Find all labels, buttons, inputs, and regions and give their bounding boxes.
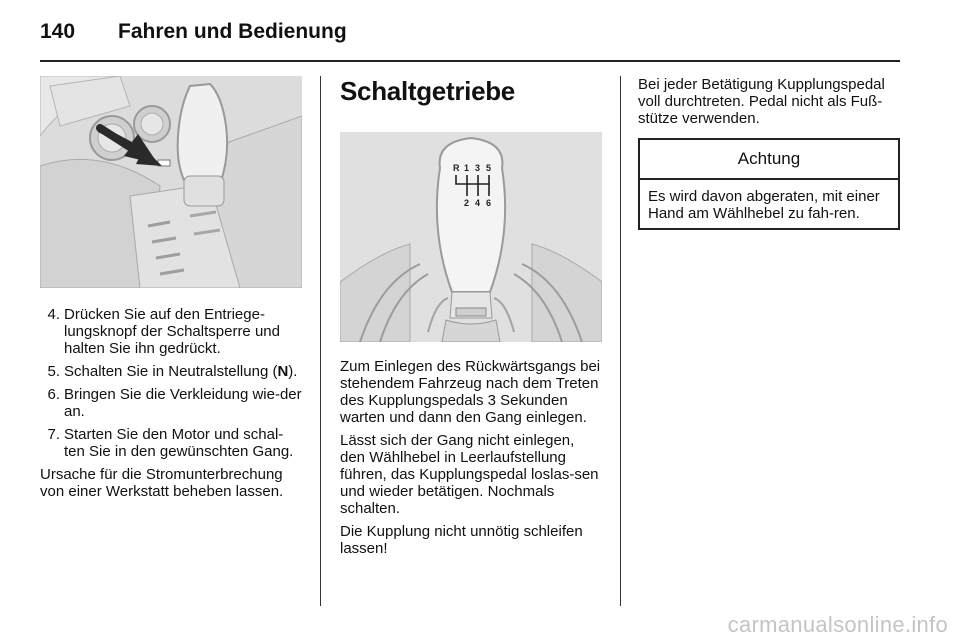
paragraph: Lässt sich der Gang nicht einlegen, den Wählhebel in Leerlaufstellung führen, das Kupplungspedal loslas-sen und wieder betätigen. Nochmals schalten.: [340, 432, 599, 517]
gear-lock-illustration: [40, 76, 302, 288]
paragraph: Die Kupplung nicht unnötig schleifen lassen!: [340, 523, 583, 557]
list-item: 5. Schalten Sie in Neutralstellung (N).: [47, 363, 298, 380]
warning-title: Achtung: [640, 140, 898, 180]
warning-box: [638, 138, 900, 230]
watermark: carmanualsonline.info: [727, 612, 948, 637]
gear-label-4: 4: [475, 198, 481, 208]
page-title: Fahren und Bedienung: [118, 20, 347, 43]
column-divider: [320, 76, 321, 606]
header-rule: [40, 60, 900, 62]
note-text: Ursache für die Stromunterbrechung von einer Werkstatt beheben lassen.: [40, 466, 284, 500]
list-item: 7. Starten Sie den Motor und schal-ten Sie in den gewünschten Gang.: [47, 426, 294, 460]
section-heading: Schaltgetriebe: [340, 76, 515, 106]
page-number: 140: [40, 20, 76, 43]
gear-label-1: 1: [464, 163, 470, 173]
step-list: [40, 306, 302, 460]
warning-text: Es wird davon abgeraten, mit einer Hand am Wählhebel zu fah-ren.: [648, 188, 880, 222]
gear-knob-illustration: [340, 132, 602, 342]
gear-label-r: R: [453, 163, 460, 173]
gear-label-5: 5: [486, 163, 492, 173]
column-2: [340, 76, 602, 563]
column-divider: [620, 76, 621, 606]
page-header: [40, 18, 900, 58]
list-item: 4. Drücken Sie auf den Entriege-lungsknopf der Schaltsperre und halten Sie ihn gedrückt.: [47, 306, 280, 357]
gear-label-3: 3: [475, 163, 481, 173]
paragraph: Zum Einlegen des Rückwärtsgangs bei stehendem Fahrzeug nach dem Treten des Kupplungspedals 3 Sekunden warten und dann den Gang einlegen.: [340, 358, 601, 426]
column-3: [638, 76, 900, 230]
intro-text: Bei jeder Betätigung Kupplungspedal voll durchtreten. Pedal nicht als Fuß-stütze verwenden.: [638, 76, 885, 127]
list-item: 6. Bringen Sie die Verkleidung wie-der an.: [47, 386, 302, 420]
gear-label-6: 6: [486, 198, 492, 208]
column-1: [40, 76, 302, 506]
gear-label-2: 2: [464, 198, 470, 208]
